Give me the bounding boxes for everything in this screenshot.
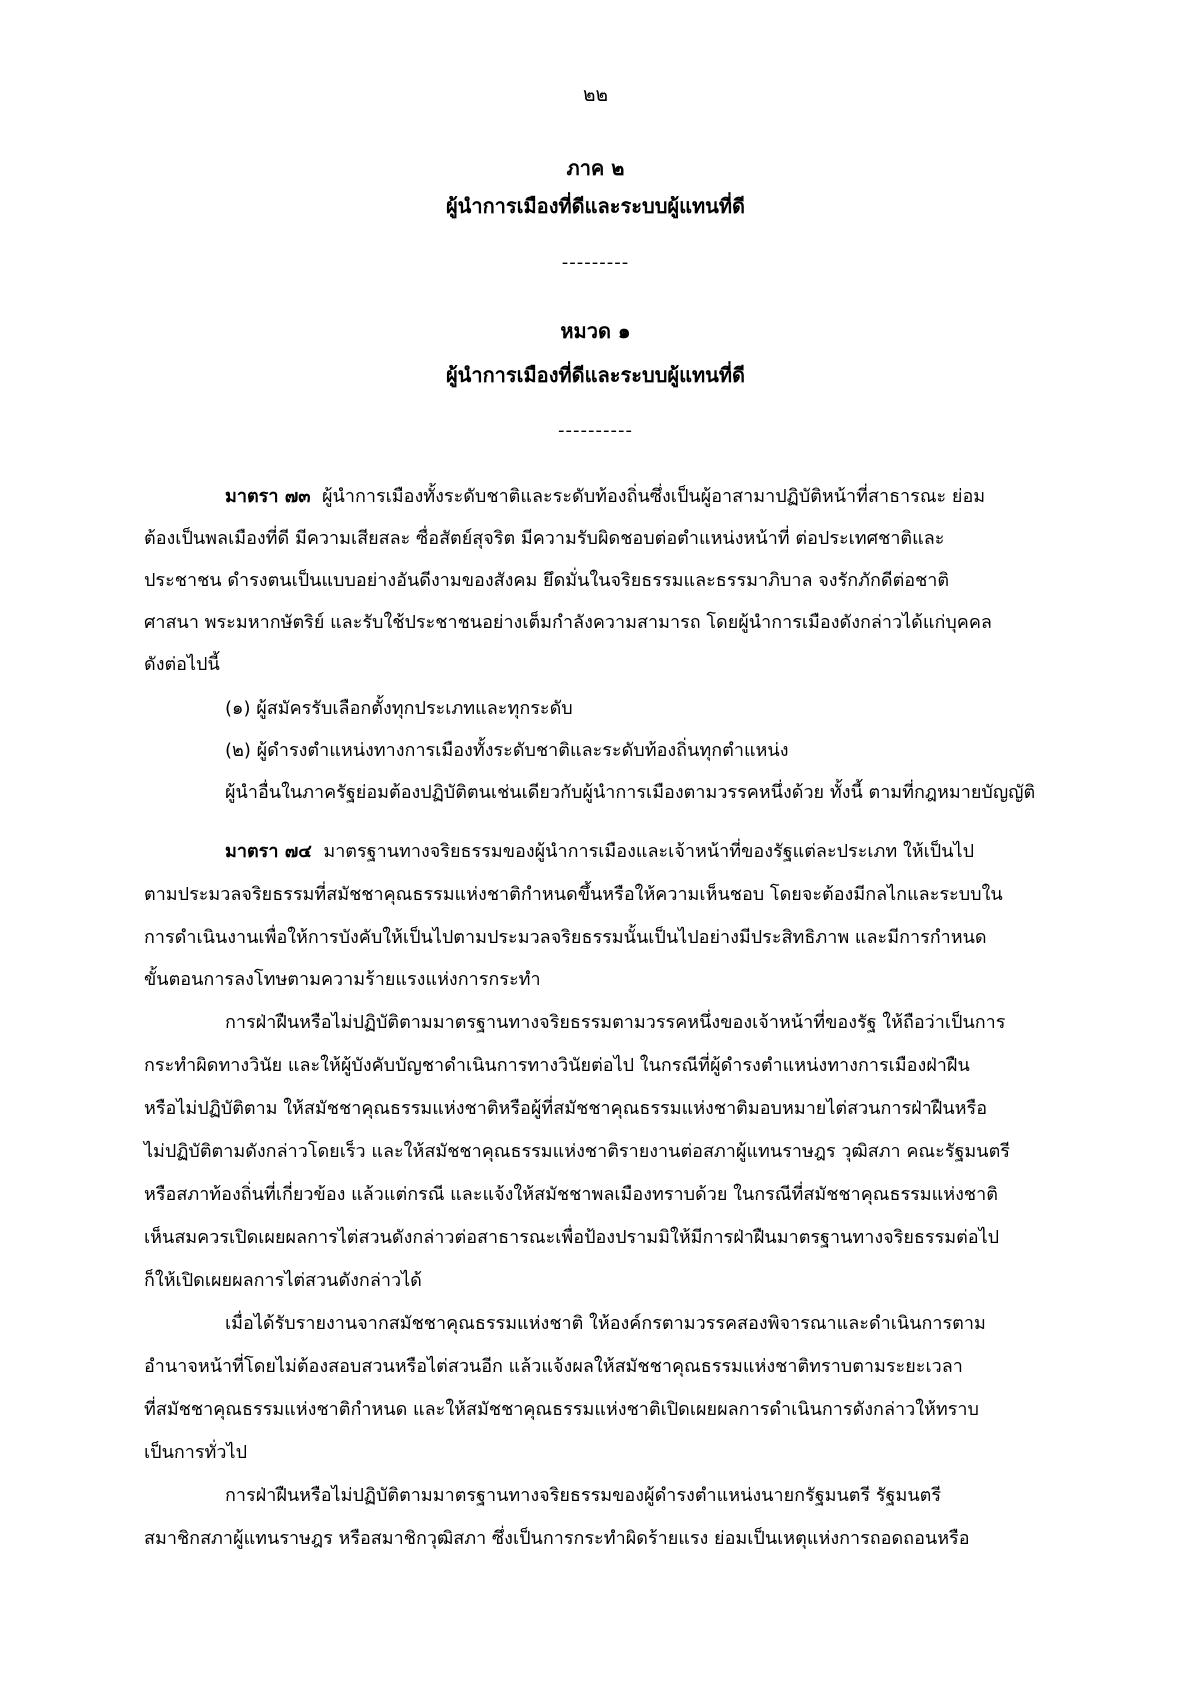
paragraph-line: ดังต่อไปนี้: [144, 654, 220, 675]
paragraph-line: ประชาชน ดำรงตนเป็นแบบอย่างอันดีงามของสังคม ยึดมั่นในจริยธรรมและธรรมาภิบาล จงรักภักดีต่อชาติ: [144, 570, 950, 591]
paragraph-line: ผู้นำอื่นในภาครัฐย่อมต้องปฏิบัติตนเช่นเดียวกับผู้นำการเมืองตามวรรคหนึ่งด้วย ทั้งนี้ ตามที่กฎหมายบัญญัติ: [225, 782, 1036, 803]
paragraph-line: หรือไม่ปฏิบัติตาม ให้สมัชชาคุณธรรมแห่งชาติหรือผู้ที่สมัชชาคุณธรรมแห่งชาติมอบหมายไต่สวนการฝ่าฝืนหรือ: [144, 1098, 988, 1119]
paragraph-line: การฝ่าฝืนหรือไม่ปฏิบัติตามมาตรฐานทางจริยธรรมของผู้ดำรงตำแหน่งนายกรัฐมนตรี รัฐมนตรี: [225, 1485, 942, 1506]
paragraph-line: เป็นการทั่วไป: [144, 1442, 248, 1463]
paragraph-line: ผู้นำการเมืองทั้งระดับชาติและระดับท้องถิ่นซึ่งเป็นผู้อาสามาปฏิบัติหน้าที่สาธารณะ ย่อม: [322, 486, 986, 507]
paragraph-line: ตามประมวลจริยธรรมที่สมัชชาคุณธรรมแห่งชาติกำหนดขึ้นหรือให้ความเห็นชอบ โดยจะต้องมีกลไกและระบบใน: [144, 884, 1003, 905]
paragraph-line: เมื่อได้รับรายงานจากสมัชชาคุณธรรมแห่งชาติ ให้องค์กรตามวรรคสองพิจารณาและดำเนินการตาม: [225, 1313, 986, 1334]
page-number: ๒๒: [582, 84, 609, 106]
chapter-title: ผู้นำการเมืองที่ดีและระบบผู้แทนที่ดี: [445, 363, 746, 387]
paragraph-line: สมาชิกสภาผู้แทนราษฎร หรือสมาชิกวุฒิสภา ซึ่งเป็นการกระทำผิดร้ายแรง ย่อมเป็นเหตุแห่งการถอดถอนหรือ: [144, 1528, 970, 1549]
section-74-first-line: [225, 839, 974, 865]
chapter-separator: ----------: [558, 420, 633, 441]
paragraph-line: ศาสนา พระมหากษัตริย์ และรับใช้ประชาชนอย่างเต็มกำลังความสามารถ โดยผู้นำการเมืองดังกล่าวได้แก่บุคคล: [144, 612, 992, 633]
paragraph-line: ขั้นตอนการลงโทษตามความร้ายแรงแห่งการกระทำ: [144, 969, 541, 990]
part-label: ภาค ๒: [566, 156, 625, 180]
paragraph-line: ไม่ปฏิบัติตามดังกล่าวโดยเร็ว และให้สมัชชาคุณธรรมแห่งชาติรายงานต่อสภาผู้แทนราษฎร วุฒิสภา คณะรัฐมนตรี: [144, 1141, 1010, 1162]
part-title: ผู้นำการเมืองที่ดีและระบบผู้แทนที่ดี: [445, 194, 746, 218]
paragraph-line: การฝ่าฝืนหรือไม่ปฏิบัติตามมาตรฐานทางจริยธรรมตามวรรคหนึ่งของเจ้าหน้าที่ของรัฐ ให้ถือว่าเป็นการ: [225, 1012, 1006, 1033]
paragraph-line: มาตรฐานทางจริยธรรมของผู้นำการเมืองและเจ้าหน้าที่ของรัฐแต่ละประเภท ให้เป็นไป: [323, 841, 974, 862]
paragraph-line: อำนาจหน้าที่โดยไม่ต้องสอบสวนหรือไต่สวนอีก แล้วแจ้งผลให้สมัชชาคุณธรรมแห่งชาติทราบตามระยะเวลา: [144, 1356, 963, 1377]
part-separator: ---------: [561, 252, 630, 273]
paragraph-line: ที่สมัชชาคุณธรรมแห่งชาติกำหนด และให้สมัชชาคุณธรรมแห่งชาติเปิดเผยผลการดำเนินการดังกล่าวให้ทราบ: [144, 1399, 979, 1420]
section-74-label: มาตรา ๗๔: [225, 841, 312, 862]
section-73-label: มาตรา ๗๓: [225, 486, 311, 507]
paragraph-line: กระทำผิดทางวินัย และให้ผู้บังคับบัญชาดำเนินการทางวินัยต่อไป ในกรณีที่ผู้ดำรงตำแหน่งทางการเมืองฝ่าฝืน: [144, 1055, 970, 1076]
chapter-label: หมวด ๑: [560, 319, 631, 343]
paragraph-line: ก็ให้เปิดเผยผลการไต่สวนดังกล่าวได้: [144, 1270, 422, 1291]
list-item: (๒) ผู้ดำรงตำแหน่งทางการเมืองทั้งระดับชาติและระดับท้องถิ่นทุกตำแหน่ง: [225, 740, 789, 761]
list-item: (๑) ผู้สมัครรับเลือกตั้งทุกประเภทและทุกระดับ: [225, 698, 573, 719]
paragraph-line: การดำเนินงานเพื่อให้การบังคับให้เป็นไปตามประมวลจริยธรรมนั้นเป็นไปอย่างมีประสิทธิภาพ และมีการกำหนด: [144, 927, 987, 948]
paragraph-line: หรือสภาท้องถิ่นที่เกี่ยวข้อง แล้วแต่กรณี และแจ้งให้สมัชชาพลเมืองทราบด้วย ในกรณีที่สมัชชาคุณธรรมแห่งชาติ: [144, 1184, 998, 1205]
section-73-first-line: [225, 484, 985, 510]
paragraph-line: เห็นสมควรเปิดเผยผลการไต่สวนดังกล่าวต่อสาธารณะเพื่อป้องปรามมิให้มีการฝ่าฝืนมาตรฐานทางจริยธรรมต่อไป: [144, 1227, 1000, 1248]
paragraph-line: ต้องเป็นพลเมืองที่ดี มีความเสียสละ ซื่อสัตย์สุจริต มีความรับผิดชอบต่อตำแหน่งหน้าที่ ต่อประเทศชาติและ: [144, 528, 945, 549]
